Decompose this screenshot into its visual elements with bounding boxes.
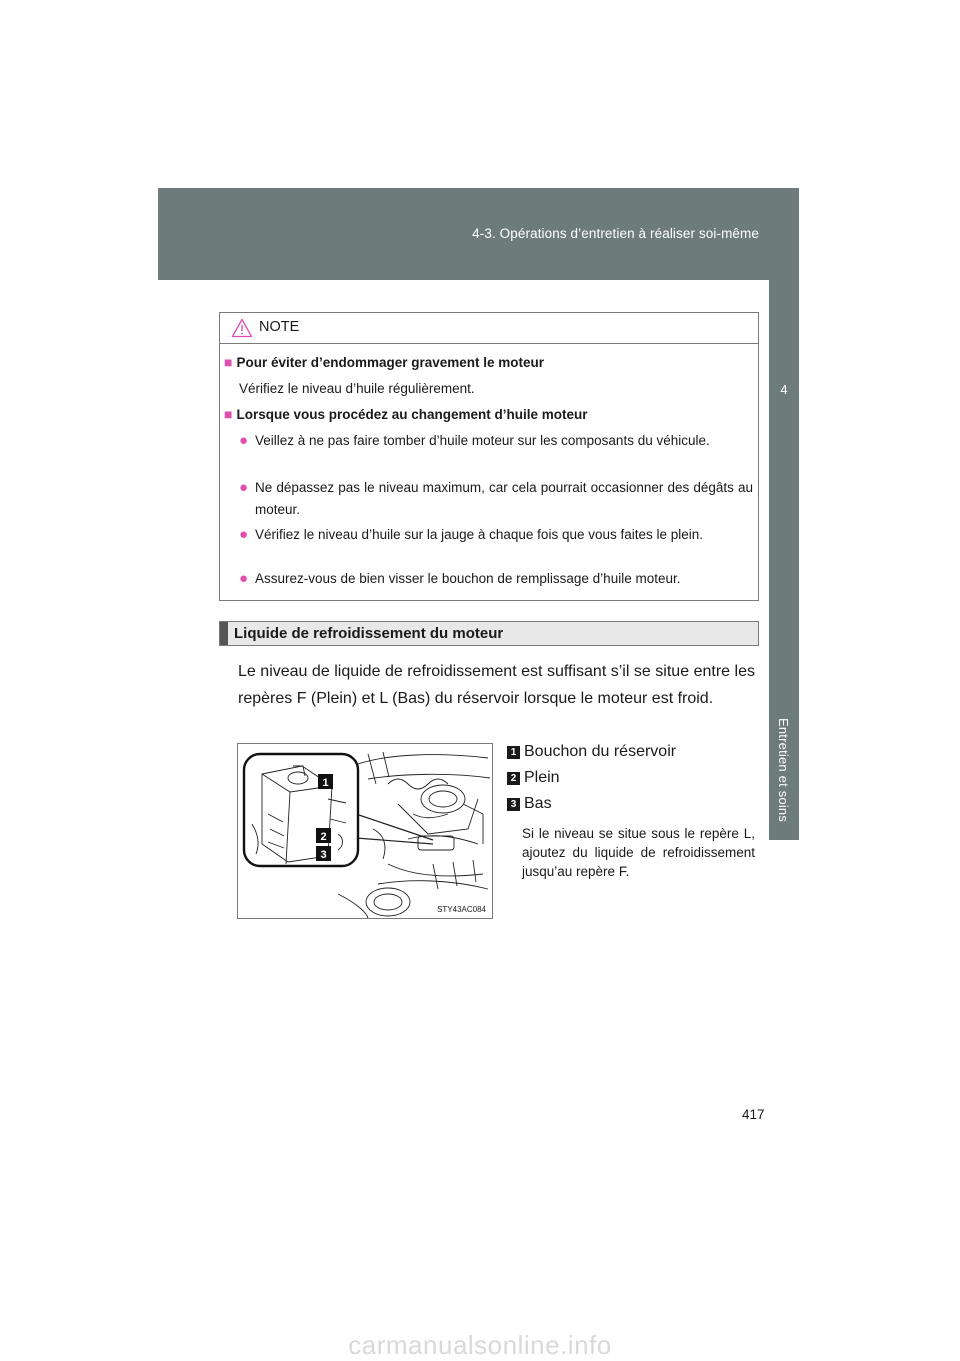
round-bullet-icon: ● [239,479,249,496]
note-bullet-text: Veillez à ne pas faire tomber d’huile moteur sur les composants du véhicule. [255,433,710,448]
square-bullet-icon: ■ [224,406,233,422]
note-heading-1-text: Pour éviter d’endommager gravement le moteur [236,355,545,370]
legend-item [507,769,560,787]
legend-label: Bouchon du réservoir [524,743,677,760]
note-title: NOTE [259,319,300,335]
note-bullet [239,524,753,546]
note-heading-2-text: Lorsque vous procédez au changement d’huile moteur [236,407,588,422]
page-number: 417 [742,1107,765,1122]
legend-item [507,743,676,761]
round-bullet-icon: ● [239,432,249,449]
note-text-1: Vérifiez le niveau d’huile régulièrement. [239,381,475,396]
legend-note: Si le niveau se situe sous le repère L, ajoutez du liquide de refroidissement jusqu’au repère F. [522,826,755,879]
svg-text:1: 1 [322,777,329,789]
round-bullet-icon: ● [239,570,249,587]
legend-label: Bas [524,795,552,812]
round-bullet-icon: ● [239,526,249,543]
section-accent [220,622,228,645]
note-bullet [239,568,753,590]
figure-code: STY43AC084 [437,905,486,914]
legend-number: 1 [507,746,520,759]
note-header [220,313,758,344]
square-bullet-icon: ■ [224,354,233,370]
watermark: carmanualsonline.info [348,1330,612,1360]
svg-text:2: 2 [320,831,327,843]
side-tab-number: 4 [780,382,788,397]
side-tab-label: Entretien et soins [776,718,791,823]
legend-number: 2 [507,772,520,785]
chapter-header [158,188,799,280]
note-box [219,312,759,601]
engine-bay-drawing [238,744,493,919]
note-heading-2 [224,406,588,422]
legend-label: Plein [524,769,560,786]
note-bullet [239,477,753,521]
svg-text:3: 3 [320,849,327,861]
note-bullet [239,430,753,452]
note-bullet-text: Assurez-vous de bien visser le bouchon de remplissage d’huile moteur. [255,571,681,586]
note-bullet-text: Ne dépassez pas le niveau maximum, car cela pourrait occasionner des dégâts au moteur. [255,480,753,517]
section-title: Liquide de refroidissement du moteur [234,625,504,642]
legend-number: 3 [507,798,520,811]
engine-coolant-illustration [237,743,493,919]
note-heading-1 [224,354,544,370]
legend-item [507,795,552,813]
section-heading-bar [219,621,759,646]
warning-triangle-icon [231,318,253,338]
section-intro-text: Le niveau de liquide de refroidissement est suffisant s’il se situe entre les repères F (Plein) et L (Bas) du réservoir lorsque le moteur est froid. [238,663,755,707]
note-bullet-text: Vérifiez le niveau d’huile sur la jauge à chaque fois que vous faites le plein. [255,527,704,542]
chapter-title: 4-3. Opérations d’entretien à réaliser soi-même [472,226,759,241]
